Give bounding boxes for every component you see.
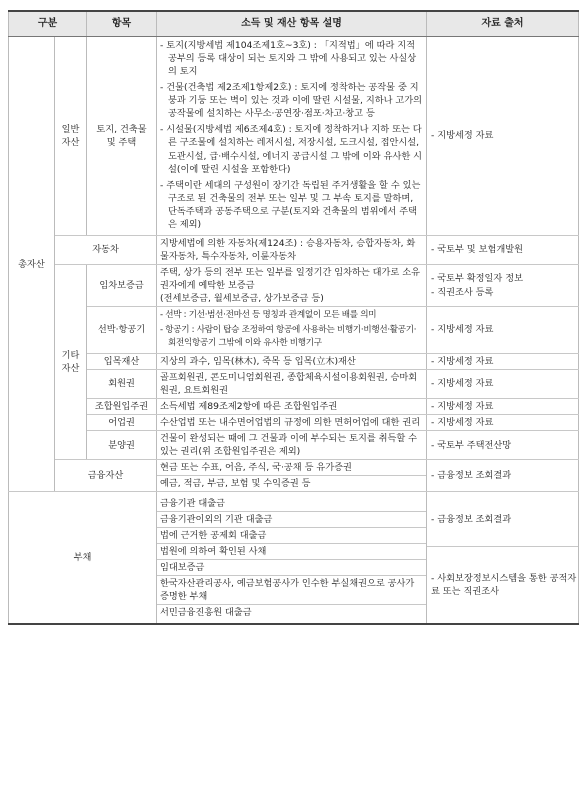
- financial-assets-source: - 금융정보 조회결과: [427, 460, 579, 492]
- row-standing-timber: [9, 353, 579, 369]
- row-fishing-right: [9, 415, 579, 431]
- lease-deposit-item: 임차보증금: [87, 265, 157, 307]
- debt-source-2: - 사회보장정보시스템을 통한 공적자료 또는 직권조사: [431, 573, 577, 598]
- fishing-right-description: 수산업법 또는 내수면어업법의 규정에 의한 면허어업에 대한 권리: [157, 415, 427, 431]
- move-in-right-description: 소득세법 제89조제2항에 따른 조합원입주권: [157, 398, 427, 414]
- header-row: [9, 11, 579, 37]
- presale-right-source: - 국토부 주택전산망: [427, 431, 579, 460]
- membership-item: 회원권: [87, 369, 157, 398]
- row-move-in-right: [9, 398, 579, 414]
- general-assets-source: - 지방세정 자료: [427, 37, 579, 236]
- row-debt: [9, 492, 579, 625]
- move-in-right-source: - 지방세정 자료: [427, 398, 579, 414]
- lease-deposit-source-1: - 국토부 확정일자 정보: [431, 273, 523, 285]
- general-assets-description: [157, 37, 427, 236]
- vehicle-description: 지방세법에 의한 자동차(제124조) : 승용자동차, 승합자동차, 화물자동차, 특수자동차, 이륜자동차: [157, 235, 427, 264]
- document: [8, 10, 578, 625]
- other-assets-group: 기타 자산: [55, 265, 87, 460]
- lease-deposit-description: 주택, 상가 등의 전부 또는 일부를 일정기간 임차하는 대가로 소유권자에게 예탁한 보증금 (전세보증금, 월세보증금, 상가보증금 등): [157, 265, 427, 307]
- debt-item: 부채: [9, 492, 157, 625]
- ship-aircraft-source: - 지방세정 자료: [427, 307, 579, 354]
- row-vehicle: [9, 235, 579, 264]
- land-bullet: - 토지(지방세법 제104조제1호~3호) : 「지적법」에 따라 지적공부의 등록 대상이 되는 토지와 그 밖에 사용되고 있는 사실상의 토지: [160, 40, 417, 78]
- financial-desc-2: 예금, 적금, 부금, 보험 및 수익증권 등: [160, 478, 311, 490]
- presale-right-item: 분양권: [87, 431, 157, 460]
- membership-source: - 지방세정 자료: [427, 369, 579, 398]
- vehicle-source: - 국토부 및 보험개발원: [427, 235, 579, 264]
- row-general-assets: [9, 37, 579, 236]
- facility-bullet: - 시설물(지방세법 제6조제4호) : 토지에 정착하거나 지하 또는 다른 구조물에 설치하는 레저시설, 저장시설, 도크시설, 접안시설, 도관시설, 급·배수시설, 에너지 공급시설 그 밖에 이와 유사한 시설(이에 딸린 시설을 포함한다): [160, 124, 423, 175]
- standing-timber-source: - 지방세정 자료: [427, 353, 579, 369]
- debt-desc-7: 서민금융진흥원 대출금: [160, 607, 252, 619]
- row-ship-aircraft: [9, 307, 579, 354]
- debt-desc-2: 금융기관이외의 기관 대출금: [157, 512, 426, 528]
- ship-aircraft-description: [157, 307, 427, 354]
- debt-desc-4: 법원에 의하여 확인된 사채: [157, 544, 426, 560]
- aircraft-bullet: - 항공기 : 사람이 탑승 조정하여 항공에 사용하는 비행기·비행선·활공기·회전익항공기 그밖에 이와 유사한 비행기구: [160, 325, 417, 348]
- row-presale-right: [9, 431, 579, 460]
- debt-source: [427, 492, 579, 625]
- general-assets-group: 일반 자산: [55, 37, 87, 236]
- fishing-right-source: - 지방세정 자료: [427, 415, 579, 431]
- presale-right-description: 건물이 완성되는 때에 그 건물과 이에 부수되는 토지를 취득할 수 있는 권리(위 조합원입주권은 제외): [157, 431, 427, 460]
- debt-desc-5: 임대보증금: [157, 560, 426, 576]
- debt-desc-3: 법에 근거한 공제회 대출금: [157, 528, 426, 544]
- vehicle-item: 자동차: [55, 235, 157, 264]
- standing-timber-description: 지상의 과수, 임목(林木), 죽목 등 입목(立木)재산: [157, 353, 427, 369]
- row-lease-deposit: [9, 265, 579, 307]
- asset-table: [8, 10, 579, 625]
- housing-bullet: - 주택이란 세대의 구성원이 장기간 독립된 주거생활을 할 수 있는 구조로 된 건축물의 전부 또는 일부 및 그 부속 토지를 말하며, 단독주택과 공동주택으로 구분(토지와 건축물의 범위에서 주택은 제외): [160, 179, 421, 230]
- financial-desc-1: 현금 또는 수표, 어음, 주식, 국·공채 등 유가증권: [157, 460, 426, 476]
- building-bullet: - 건물(건축법 제2조제1항제2호) : 토지에 정착하는 공작물 중 지붕과 기둥 또는 벽이 있는 것과 이에 딸린 시설물, 지하나 고가의 공작물에 설치하는 사무소·공연장·점포·차고·창고 등: [160, 82, 423, 120]
- total-assets-label: 총자산: [9, 37, 55, 492]
- fishing-right-item: 어업권: [87, 415, 157, 431]
- financial-assets-item: 금융자산: [55, 460, 157, 492]
- move-in-right-item: 조합원입주권: [87, 398, 157, 414]
- row-financial-assets: [9, 460, 579, 492]
- header-source: 자료 출처: [427, 11, 579, 37]
- header-description: 소득 및 재산 항목 설명: [157, 11, 427, 37]
- header-item: 항목: [87, 11, 157, 37]
- lease-deposit-source: [427, 265, 579, 307]
- debt-desc-6: 한국자산관리공사, 예금보험공사가 인수한 부실채권으로 공사가 증명한 부채: [157, 576, 426, 605]
- header-category: 구분: [9, 11, 87, 37]
- ship-bullet: - 선박 : 기선·범선·전마선 등 명칭과 관계없이 모든 배를 의미: [160, 310, 377, 321]
- debt-description: [157, 492, 427, 625]
- debt-source-1: - 금융정보 조회결과: [427, 492, 578, 547]
- financial-assets-description: [157, 460, 427, 492]
- ship-aircraft-item: 선박·항공기: [87, 307, 157, 354]
- debt-desc-1: 금융기관 대출금: [157, 496, 426, 512]
- general-assets-item: 토지, 건축물 및 주택: [87, 37, 157, 236]
- row-membership: [9, 369, 579, 398]
- lease-deposit-source-2: - 직권조사 등록: [431, 287, 494, 299]
- membership-description: 골프회원권, 콘도미니엄회원권, 종합체육시설이용회원권, 승마회원권, 요트회원권: [157, 369, 427, 398]
- standing-timber-item: 입목재산: [87, 353, 157, 369]
